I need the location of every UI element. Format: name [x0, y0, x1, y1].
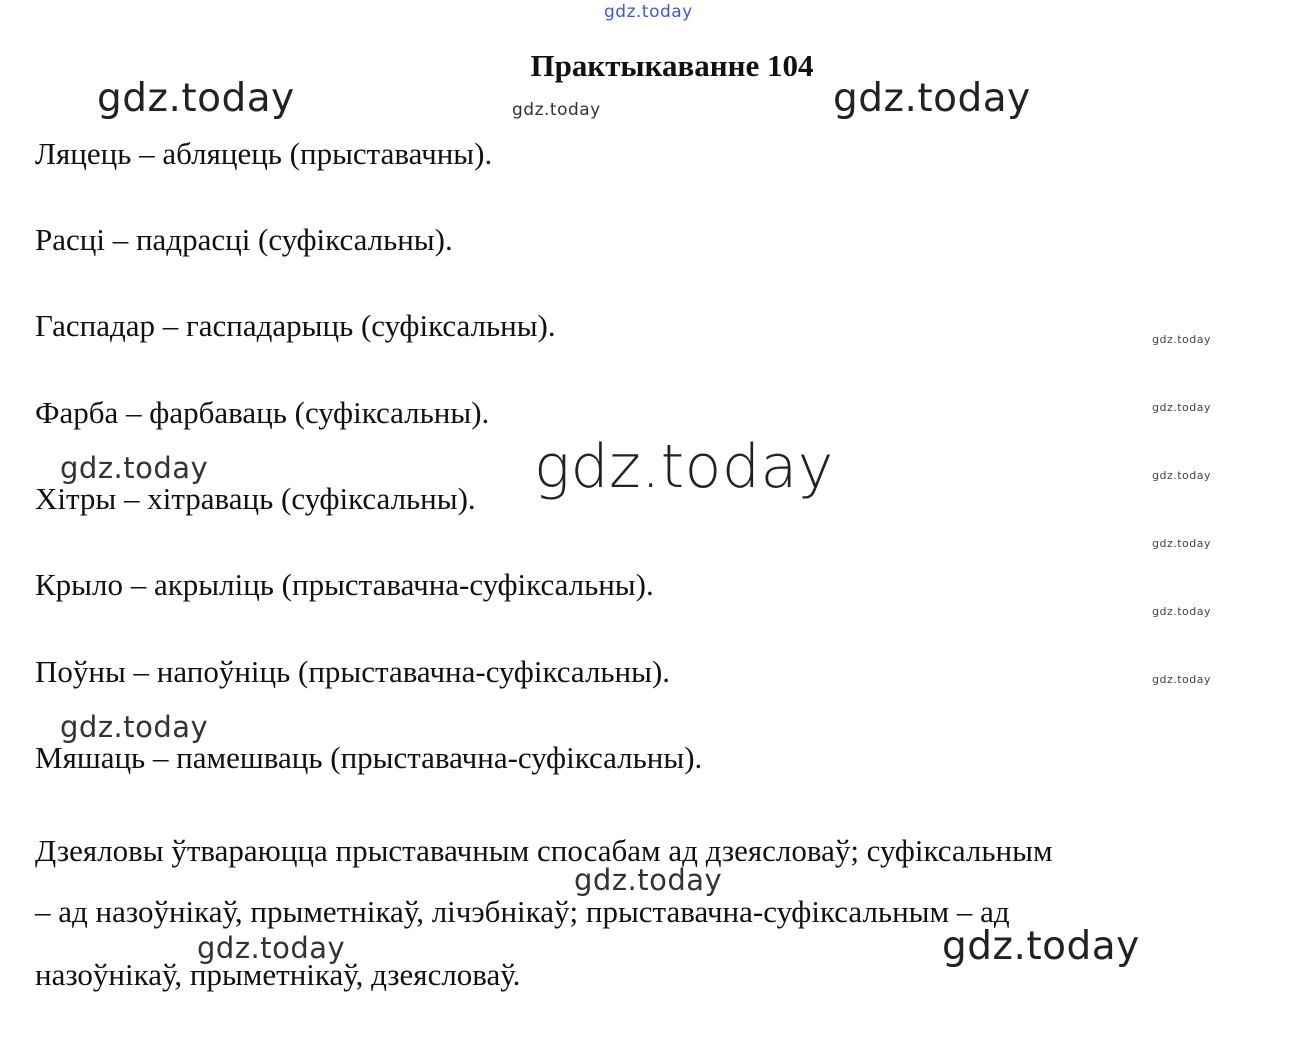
watermark: gdz.today	[833, 76, 1031, 121]
watermark: gdz.today	[60, 710, 209, 744]
answer-line-3: Гаспадар – гаспадарыць (суфіксальны).	[35, 308, 556, 343]
conclusion-line-1: Дзеяловы ўтвараюцца прыставачным спосабам ад дзеясловаў; суфіксальным	[35, 833, 1053, 868]
watermark: gdz.today	[1152, 605, 1212, 618]
watermark: gdz.today	[512, 100, 601, 120]
answer-line-6: Крыло – акрыліць (прыставачна-суфіксальны).	[35, 567, 654, 602]
watermark-large: gdz.today	[534, 432, 834, 502]
watermark: gdz.today	[574, 863, 723, 897]
exercise-heading: Практыкаванне 104	[530, 48, 814, 83]
watermark-top: gdz.today	[604, 2, 693, 22]
answer-line-4: Фарба – фарбаваць (суфіксальны).	[35, 395, 490, 430]
watermark: gdz.today	[1152, 469, 1212, 482]
watermark: gdz.today	[1152, 537, 1212, 550]
watermark: gdz.today	[1152, 401, 1212, 414]
conclusion-line-3: назоўнікаў, прыметнікаў, дзеясловаў.	[35, 957, 521, 992]
answer-line-8: Мяшаць – памешваць (прыставачна-суфіксальны).	[35, 740, 703, 775]
watermark: gdz.today	[1152, 673, 1212, 686]
answer-line-2: Расці – падрасці (суфіксальны).	[35, 222, 453, 257]
answer-line-1: Ляцець – абляцець (прыставачны).	[35, 136, 493, 171]
answer-line-5: Хітры – хітраваць (суфіксальны).	[35, 481, 476, 516]
watermark: gdz.today	[197, 931, 346, 965]
watermark: gdz.today	[1152, 333, 1212, 346]
conclusion-line-2: – ад назоўнікаў, прыметнікаў, лічэбнікаў; прыставачна-суфіксальным – ад	[35, 894, 1010, 929]
watermark: gdz.today	[942, 924, 1140, 969]
watermark: gdz.today	[97, 76, 295, 121]
answer-line-7: Поўны – напоўніць (прыставачна-суфіксальны).	[35, 654, 671, 689]
watermark: gdz.today	[60, 451, 209, 485]
